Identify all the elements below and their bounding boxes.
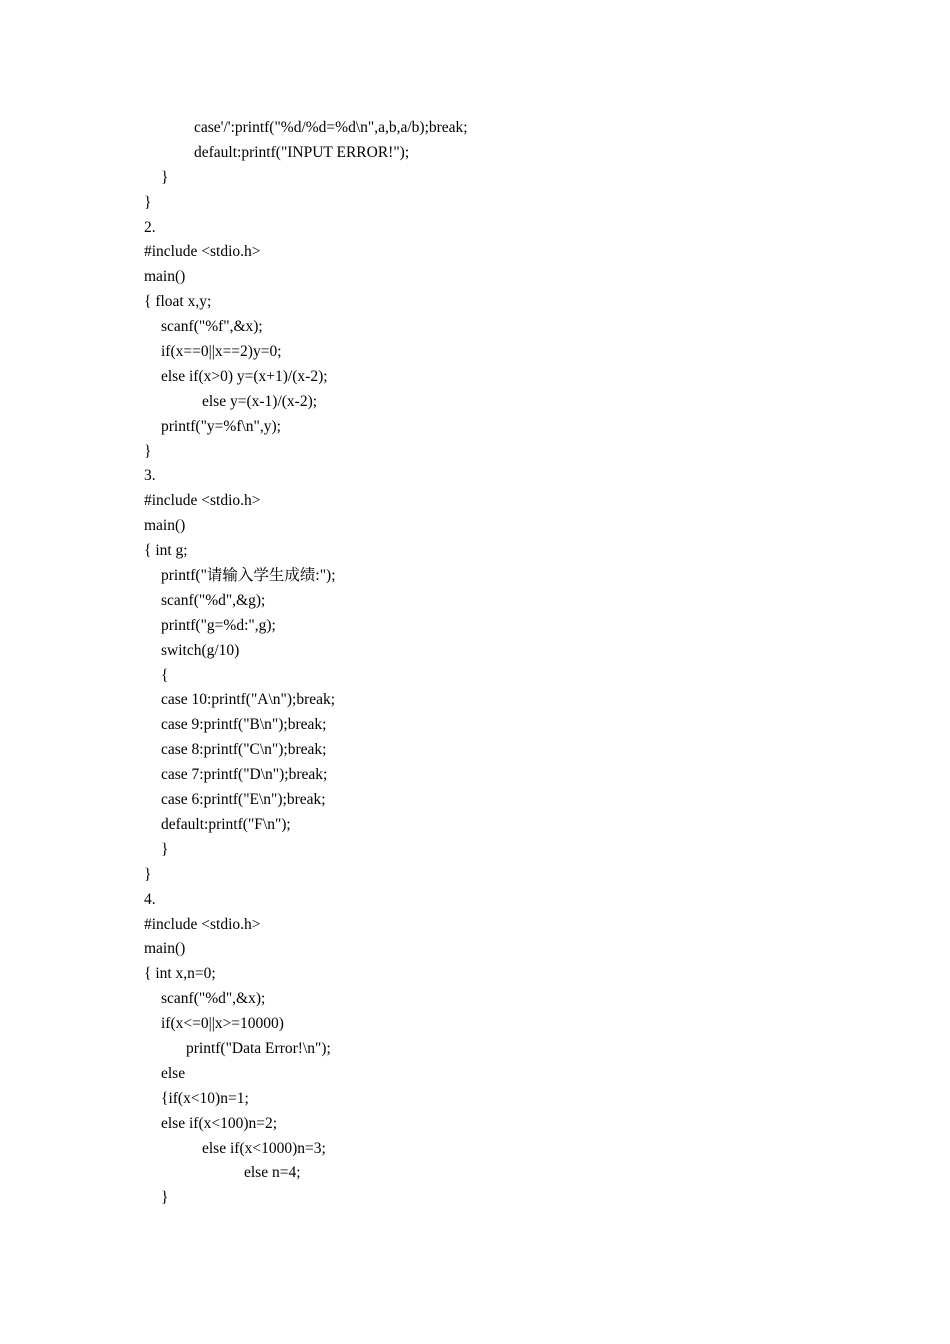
code-line: } bbox=[144, 865, 152, 883]
code-listing bbox=[144, 116, 468, 1211]
code-line: case 7:printf("D\n");break; bbox=[161, 766, 328, 784]
code-line: printf("g=%d:",g); bbox=[161, 616, 276, 634]
code-line: #include <stdio.h> bbox=[144, 243, 261, 261]
code-line: else y=(x-1)/(x-2); bbox=[202, 392, 318, 410]
code-line: #include <stdio.h> bbox=[144, 492, 261, 510]
code-line: else if(x<1000)n=3; bbox=[202, 1139, 326, 1157]
code-line: case 6:printf("E\n");break; bbox=[161, 791, 326, 809]
code-line: } bbox=[144, 442, 152, 460]
code-line: case'/':printf("%d/%d=%d\n",a,b,a/b);break; bbox=[194, 119, 468, 136]
code-line: printf("请输入学生成绩:"); bbox=[161, 567, 336, 585]
code-line: default:printf("F\n"); bbox=[161, 815, 291, 833]
section-number: 2. bbox=[144, 218, 156, 236]
code-line: { bbox=[161, 666, 169, 684]
code-line: } bbox=[161, 840, 169, 858]
code-line: case 8:printf("C\n");break; bbox=[161, 741, 327, 759]
code-line: main() bbox=[144, 268, 186, 286]
code-line: { int g; bbox=[144, 542, 188, 560]
code-line: case 9:printf("B\n");break; bbox=[161, 716, 327, 734]
section-number: 3. bbox=[144, 467, 156, 485]
code-line: printf("Data Error!\n"); bbox=[186, 1039, 331, 1057]
code-line: { float x,y; bbox=[144, 293, 212, 311]
code-line: if(x==0||x==2)y=0; bbox=[161, 343, 282, 361]
code-line: } bbox=[144, 193, 152, 211]
code-line: else if(x<100)n=2; bbox=[161, 1114, 278, 1132]
code-line: } bbox=[161, 1189, 169, 1207]
code-line: #include <stdio.h> bbox=[144, 915, 261, 933]
code-line: if(x<=0||x>=10000) bbox=[161, 1015, 284, 1033]
code-line: scanf("%f",&x); bbox=[161, 318, 263, 336]
code-line: switch(g/10) bbox=[161, 641, 240, 659]
code-line: scanf("%d",&g); bbox=[161, 591, 266, 609]
code-line: {if(x<10)n=1; bbox=[161, 1089, 249, 1107]
code-line: scanf("%d",&x); bbox=[161, 990, 266, 1008]
code-line: else n=4; bbox=[244, 1164, 301, 1182]
code-line: else bbox=[161, 1064, 186, 1082]
code-line: else if(x>0) y=(x+1)/(x-2); bbox=[161, 367, 328, 385]
code-line: printf("y=%f\n",y); bbox=[161, 417, 281, 435]
code-line: { int x,n=0; bbox=[144, 965, 216, 983]
code-line: case 10:printf("A\n");break; bbox=[161, 691, 336, 709]
code-line: main() bbox=[144, 517, 186, 535]
section-number: 4. bbox=[144, 890, 156, 908]
code-line: default:printf("INPUT ERROR!"); bbox=[194, 143, 410, 161]
code-line: } bbox=[161, 168, 169, 186]
code-line: main() bbox=[144, 940, 186, 958]
